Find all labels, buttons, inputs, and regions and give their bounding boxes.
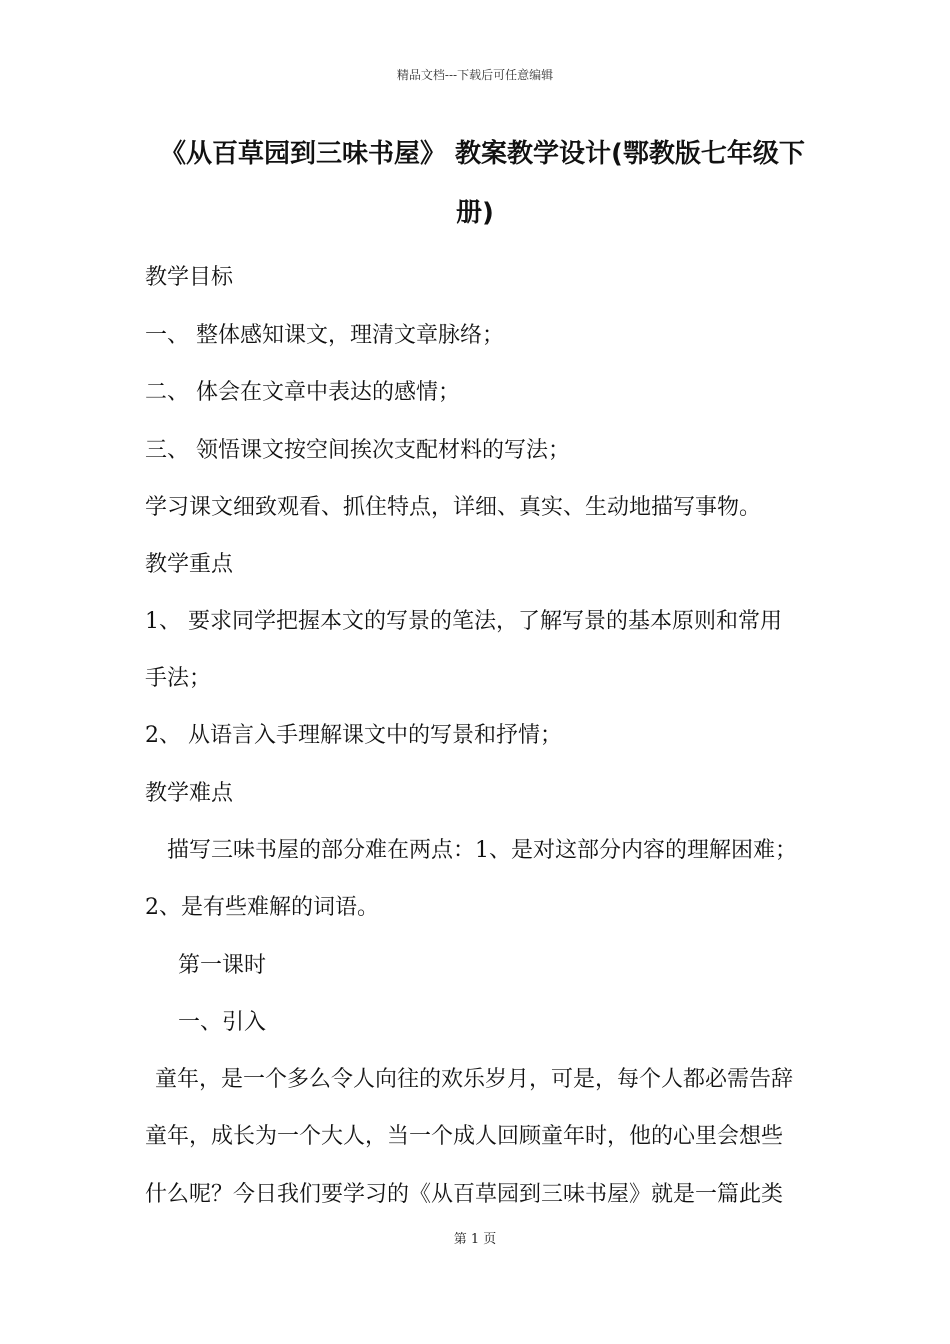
objective-item-4: 学习课文细致观看、抓住特点，详细、真实、生动地描写事物。 — [145, 495, 762, 520]
section-heading-key-points: 教学重点 — [145, 552, 234, 577]
objective-item-3: 三、 领悟课文按空间挨次支配材料的写法； — [145, 438, 570, 463]
subsection-heading-intro: 一、引入 — [178, 1010, 267, 1035]
page-number: 第 1 页 — [453, 1232, 497, 1247]
difficulty-paragraph-continued: 2、是有些难解的词语。 — [145, 895, 379, 920]
objective-item-2: 二、 体会在文章中表达的感情； — [145, 380, 460, 405]
lesson-heading-first: 第一课时 — [178, 953, 267, 978]
document-title-line-1: 《从百草园到三味书屋》 教案教学设计(鄂教版七年级下 — [160, 139, 805, 169]
difficulty-paragraph: 描写三味书屋的部分难在两点：1、是对这部分内容的理解困难； — [167, 838, 797, 863]
key-point-1-continued: 手法； — [145, 666, 212, 691]
key-point-1: 1、 要求同学把握本文的写景的笔法，了解写景的基本原则和常用 — [145, 609, 782, 634]
section-heading-objectives: 教学目标 — [145, 265, 234, 290]
intro-paragraph-line-2: 童年，成长为一个大人，当一个成人回顾童年时，他的心里会想些 — [145, 1124, 784, 1149]
section-heading-difficulties: 教学难点 — [145, 781, 234, 806]
objective-item-1: 一、 整体感知课文，理清文章脉络； — [145, 323, 504, 348]
header-note: 精品文档---下载后可任意编辑 — [396, 68, 554, 82]
intro-paragraph-line-3: 什么呢？今日我们要学习的《从百草园到三味书屋》就是一篇此类 — [145, 1182, 784, 1207]
intro-paragraph-line-1: 童年，是一个多么令人向往的欢乐岁月，可是，每个人都必需告辞 — [155, 1067, 794, 1092]
key-point-2: 2、 从语言入手理解课文中的写景和抒情； — [145, 723, 562, 748]
document-title-line-2: 册) — [456, 198, 494, 228]
